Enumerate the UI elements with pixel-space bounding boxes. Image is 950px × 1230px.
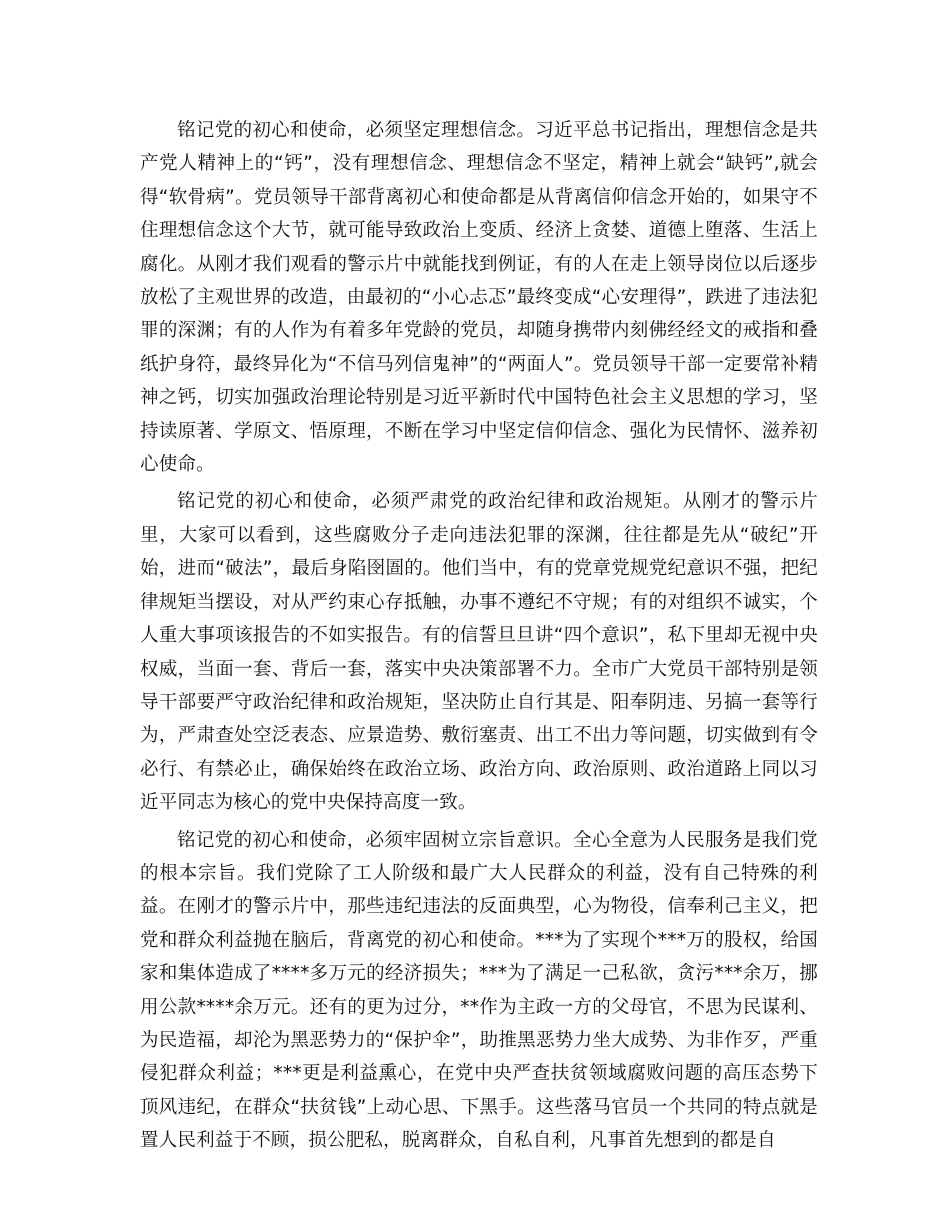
paragraph-political-discipline: 铭记党的初心和使命，必须严肃党的政治纪律和政治规矩。从刚才的警示片里，大家可以看到，这些腐败分子走向违法犯罪的深渊，往往都是先从“破纪”开始，进而“破法”，最后身陷囹圄的。他们当中，有的党章党规党纪意识不强，把纪律规矩当摆设，对从严约束心存抵触，办事不遵纪不守规；有的对组织不诚实，个人重大事项该报告的不如实报告。有的信誓旦旦讲“四个意识”，私下里却无视中央权威，当面一套、背后一套，落实中央决策部署不力。全市广大党员干部特别是领导干部要严守政治纪律和政治规矩，坚决防止自行其是、阳奉阴违、另搞一套等行为，严肃查处空泛表态、应景造势、敷衍塞责、出工不出力等问题，切实做到有令必行、有禁必止，确保始终在政治立场、政治方向、政治原则、政治道路上同以习近平同志为核心的党中央保持高度一致。 [140,491,818,814]
paragraph-ideals-and-beliefs: 铭记党的初心和使命，必须坚定理想信念。习近平总书记指出，理想信念是共产党人精神上的“钙”，没有理想信念、理想信念不坚定，精神上就会“缺钙”,就会得“软骨病”。党员领导干部背离初心和使命都是从背离信仰信念开始的，如果守不住理想信念这个大节，就可能导致政治上变质、经济上贪婪、道德上堕落、生活上腐化。从刚才我们观看的警示片中就能找到例证，有的人在走上领导岗位以后逐步放松了主观世界的改造，由最初的“小心忐忑”最终变成“心安理得”，跌进了违法犯罪的深渊；有的人作为有着多年党龄的党员，却随身携带内刻佛经经文的戒指和叠纸护身符，最终异化为“不信马列信鬼神”的“两面人”。党员领导干部一定要常补精神之钙，切实加强政治理论特别是习近平新时代中国特色社会主义思想的学习，坚持读原著、学原文、悟原理，不断在学习中坚定信仰信念、强化为民情怀、滋养初心使命。 [140,120,818,476]
document-body [140,114,818,1162]
paragraph-purpose-awareness: 铭记党的初心和使命，必须牢固树立宗旨意识。全心全意为人民服务是我们党的根本宗旨。我们党除了工人阶级和最广大人民群众的利益，没有自己特殊的利益。在刚才的警示片中，那些违纪违法的反面典型，心为物役，信奉利己主义，把党和群众利益抛在脑后，背离党的初心和使命。***为了实现个***万的股权，给国家和集体造成了****多万元的经济损失；***为了满足一己私欲，贪污***余万，挪用公款****余万元。还有的更为过分，**作为主政一方的父母官，不思为民谋利、为民造福，却沦为黑恶势力的“保护伞”，助推黑恶势力坐大成势、为非作歹，严重侵犯群众利益；***更是利益熏心，在党中央严查扶贫领域腐败问题的高压态势下顶风违纪，在群众“扶贫钱”上动心思、下黑手。这些落马官员一个共同的特点就是置人民利益于不顾，损公肥私，脱离群众，自私自利，凡事首先想到的都是自 [140,829,818,1152]
